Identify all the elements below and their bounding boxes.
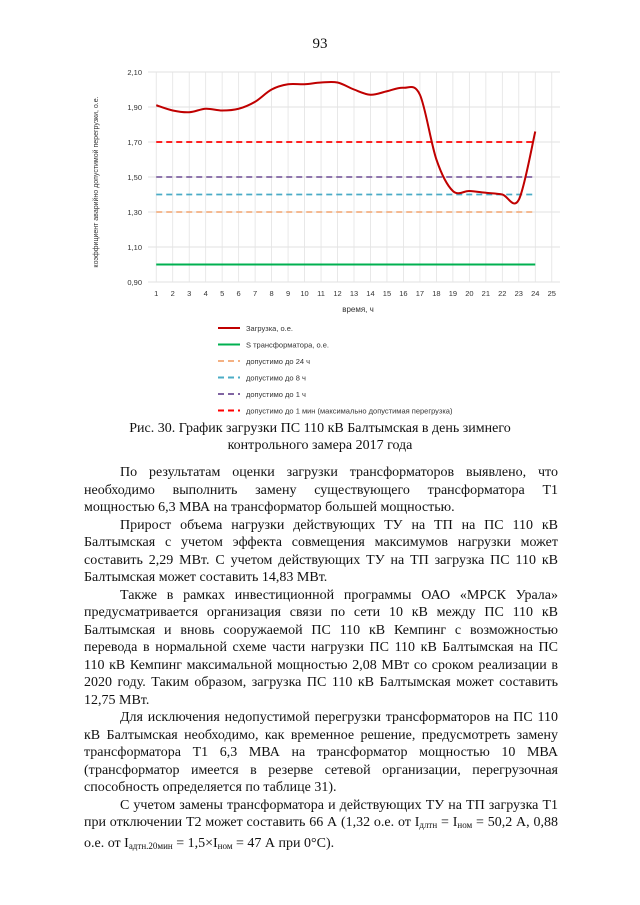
paragraph-3: Также в рамках инвестиционной программы ОАО «МРСК Урала» предусматривается организация связи по сети 10 кВ между ПС 110 кВ Балтымская и вновь сооружаемой ПС 110 кВ Кемпинг с возможностью перевода в нормальной схеме части нагрузки ПС 110 кВ Балтымская на ПС 110 кВ Кемпинг максимальной мощностью 2,08 МВт со сроком реализации в 2020 году. Таким образом, загрузка ПС 110 кВ Балтымская может составить 12,75 МВт. [84, 587, 558, 708]
paragraph-5: С учетом замены трансформатора и действующих ТУ на ТП загрузка Т1 при отключении Т2 может составить 66 А (1,32 о.е. от $I_{длтн} = I_{ном} = 50,2$ А, 0,88 о.е. от $I_{адтн.20мин} = 1,5\times I_{ном} = 47$ А при 0°С). [84, 797, 558, 851]
y-tick-label: 1,90 [127, 103, 142, 112]
legend-entry: допустимо до 8 ч [246, 373, 306, 383]
x-tick-label: 15 [382, 289, 392, 298]
page-number: 93 [312, 36, 328, 52]
y-tick-label: 2,10 [127, 68, 142, 77]
x-tick-label: 10 [300, 289, 309, 298]
y-tick-label: 1,10 [127, 243, 142, 252]
legend-entry: Загрузка, о.е. [246, 324, 294, 333]
body-text [84, 464, 558, 855]
y-tick-label: 1,70 [127, 138, 142, 147]
x-tick-label: 25 [547, 289, 556, 298]
y-tick-label: 1,50 [127, 173, 142, 182]
x-tick-label: 8 [269, 289, 274, 298]
x-axis-label: время, ч [342, 305, 374, 314]
x-tick-label: 5 [220, 289, 225, 298]
chart-legend [218, 324, 453, 416]
x-tick-label: 18 [432, 289, 441, 298]
x-tick-label: 14 [366, 289, 375, 298]
legend-entry: допустимо до 1 ч [246, 390, 306, 399]
figure-caption: Рис. 30. График загрузки ПС 110 кВ Балтымская в день зимнего контрольного замера 2017 года [129, 421, 511, 453]
y-tick-label: 0,90 [127, 278, 142, 287]
x-tick-label: 24 [531, 289, 540, 298]
x-tick-label: 21 [481, 289, 491, 298]
load-chart [88, 60, 570, 420]
x-tick-label: 6 [236, 289, 241, 298]
x-tick-label: 12 [333, 289, 342, 298]
x-tick-labels [154, 289, 556, 298]
x-tick-label: 22 [498, 289, 507, 298]
legend-entry: допустимо до 1 мин (максимально допустимая перегрузка) [246, 406, 453, 416]
x-tick-label: 11 [317, 289, 325, 298]
paragraph-4: Для исключения недопустимой перегрузки трансформаторов на ПС 110 кВ Балтымская необходимо, как временное решение, предусмотреть замену трансформатора Т1 6,3 МВА на трансформатор мощностью 10 МВА (трансформатор имеется в резерве сетевой организации, перегрузочная способность определяется по таблице 31). [84, 710, 558, 795]
x-tick-label: 20 [465, 289, 474, 298]
paragraph-2: Прирост объема нагрузки действующих ТУ на ТП на ПС 110 кВ Балтымская с учетом эффекта совмещения максимумов нагрузки может составить 2,29 МВт. С учетом действующих ТУ на ТП загрузка ПС 110 кВ Балтымская может составить 14,83 МВт. [84, 517, 558, 585]
chart-series [156, 82, 535, 265]
x-tick-label: 2 [170, 289, 175, 298]
x-tick-label: 7 [253, 289, 258, 298]
x-tick-label: 16 [399, 289, 408, 298]
y-axis-label: коэффициент аварийно допустимой перегрузки, о.е. [93, 96, 100, 268]
legend-entry: допустимо до 24 ч [246, 357, 311, 366]
y-tick-label: 1,30 [127, 208, 142, 217]
x-tick-label: 17 [415, 289, 425, 298]
x-tick-label: 4 [203, 289, 208, 298]
x-tick-label: 19 [448, 289, 458, 298]
y-tick-labels [127, 68, 142, 287]
x-tick-label: 9 [285, 289, 291, 298]
paragraph-1: По результатам оценки загрузки трансформаторов выявлено, что необходимо выполнить замену существующего трансформатора Т1 мощностью 6,3 МВА на трансформатор большей мощностью. [84, 465, 558, 515]
legend-entry: S трансформатора, о.е. [246, 340, 329, 350]
x-tick-label: 23 [514, 289, 523, 298]
x-tick-label: 3 [187, 289, 192, 298]
x-tick-label: 13 [349, 289, 359, 298]
x-tick-label: 1 [154, 289, 159, 298]
